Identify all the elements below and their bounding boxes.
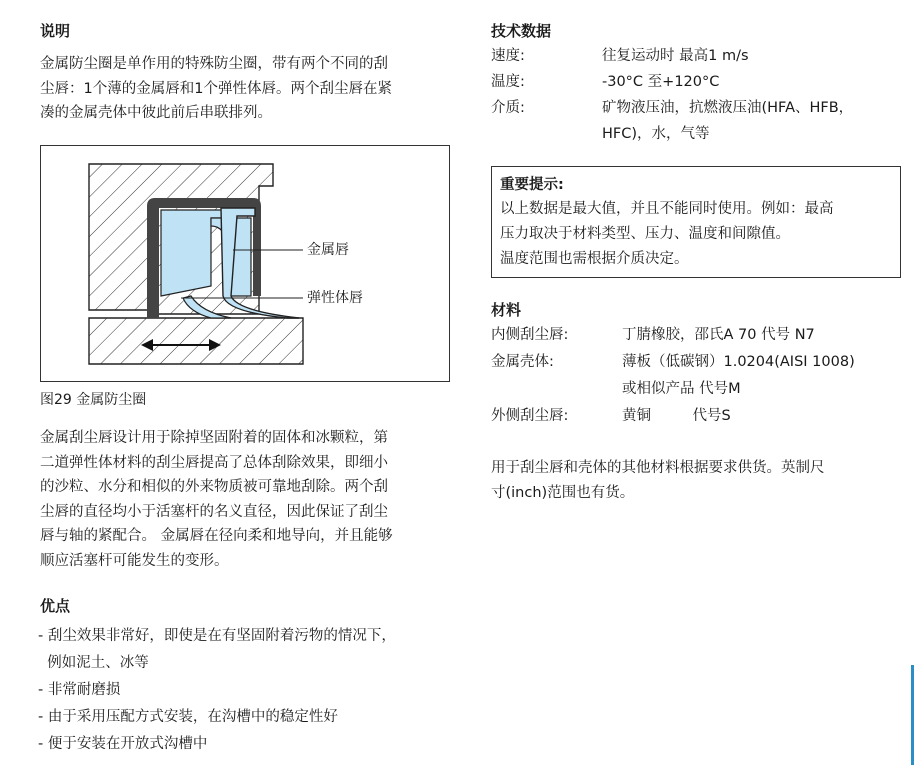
notice-line: 温度范围也需根据介质决定。 xyxy=(500,251,689,267)
tech-data-heading: 技术数据 xyxy=(491,22,552,40)
tech-row-speed xyxy=(491,43,853,69)
important-notice-box xyxy=(491,166,901,278)
seal-figure xyxy=(40,145,450,382)
body-paragraph xyxy=(40,426,393,573)
spec-value: 矿物液压油，抗燃液压油(HFA、HFB， xyxy=(602,100,854,116)
description-heading: 说明 xyxy=(40,22,71,40)
spec-label: 介质: xyxy=(491,100,525,116)
footer-line: 用于刮尘唇和壳体的其他材料根据要求供货。英制尺 xyxy=(491,460,825,476)
material-row-casing xyxy=(491,349,855,403)
body-line: 尘唇的直径均小于活塞杆的名义直径，因此保证了刮尘 xyxy=(40,503,388,520)
description-line: 凑的金属壳体中彼此前后串联排列。 xyxy=(40,105,272,121)
body-line: 二道弹性体材料的刮尘唇提高了总体刮除效果，即细小 xyxy=(40,454,388,471)
spec-label: 内侧刮尘唇: xyxy=(491,327,569,343)
notice-line: 压力取决于材料类型、压力、温度和间隙值。 xyxy=(500,226,790,242)
spec-value: -30°C 至+120°C xyxy=(602,74,720,90)
description-line: 金属防尘圈是单作用的特殊防尘圈，带有两个不同的刮 xyxy=(40,56,388,72)
advantages-heading: 优点 xyxy=(40,597,71,615)
notice-title: 重要提示: xyxy=(500,177,564,193)
metal-wiper-diagram xyxy=(41,146,451,383)
notice-line: 以上数据是最大值，并且不能同时使用。例如：最高 xyxy=(500,201,834,217)
spec-value: 或相似产品 代号M xyxy=(622,381,741,397)
materials-table xyxy=(491,322,855,430)
materials-footer-paragraph xyxy=(491,456,825,505)
list-item: - 刮尘效果非常好，即使是在有坚固附着污物的情况下， xyxy=(38,628,396,644)
figure-caption: 图29 金属防尘圈 xyxy=(40,392,147,408)
tech-row-temperature xyxy=(491,69,853,95)
rod-section xyxy=(89,318,303,364)
material-row-inner-lip xyxy=(491,322,855,349)
spec-label: 外侧刮尘唇: xyxy=(491,408,569,424)
list-item: 例如泥土、冰等 xyxy=(38,655,149,671)
spec-value: 往复运动时 最高1 m/s xyxy=(602,48,749,64)
page-edge-accent xyxy=(911,665,914,765)
tech-data-table xyxy=(491,43,853,147)
body-line: 唇与轴的紧配合。 金属唇在径向柔和地导向，并且能够 xyxy=(40,528,393,544)
list-item: - 由于采用压配方式安装，在沟槽中的稳定性好 xyxy=(38,709,338,725)
spec-value: 薄板（低碳钢）1.0204(AISI 1008) xyxy=(622,354,855,370)
materials-heading: 材料 xyxy=(491,301,522,319)
spec-label: 金属壳体: xyxy=(491,354,554,370)
footer-line: 寸(inch)范围也有货。 xyxy=(491,484,635,501)
body-line: 金属刮尘唇设计用于除掉坚固附着的固体和冰颗粒，第 xyxy=(40,430,388,446)
spec-value: HFC)，水，气等 xyxy=(602,126,710,142)
spec-label: 温度: xyxy=(491,74,525,90)
material-row-outer-lip xyxy=(491,403,855,430)
spec-label: 速度: xyxy=(491,48,525,64)
body-line: 顺应活塞杆可能发生的变形。 xyxy=(40,552,229,569)
description-line: 尘唇：1个薄的金属唇和1个弹性体唇。两个刮尘唇在紧 xyxy=(40,80,392,97)
body-line: 的沙粒、水分和相似的外来物质被可靠地刮除。两个刮 xyxy=(40,479,388,495)
spec-value: 黄铜 代号S xyxy=(622,408,731,424)
list-item: - 便于安装在开放式沟槽中 xyxy=(38,736,208,752)
advantages-list xyxy=(38,623,396,758)
list-item: - 非常耐磨损 xyxy=(38,682,121,698)
tech-row-media xyxy=(491,95,853,147)
elastomer-lip-label: 弹性体唇 xyxy=(307,290,363,306)
description-paragraph xyxy=(40,52,392,126)
spec-value: 丁腈橡胶，邵氏A 70 代号 N7 xyxy=(622,327,815,343)
metal-lip-label: 金属唇 xyxy=(307,242,349,258)
